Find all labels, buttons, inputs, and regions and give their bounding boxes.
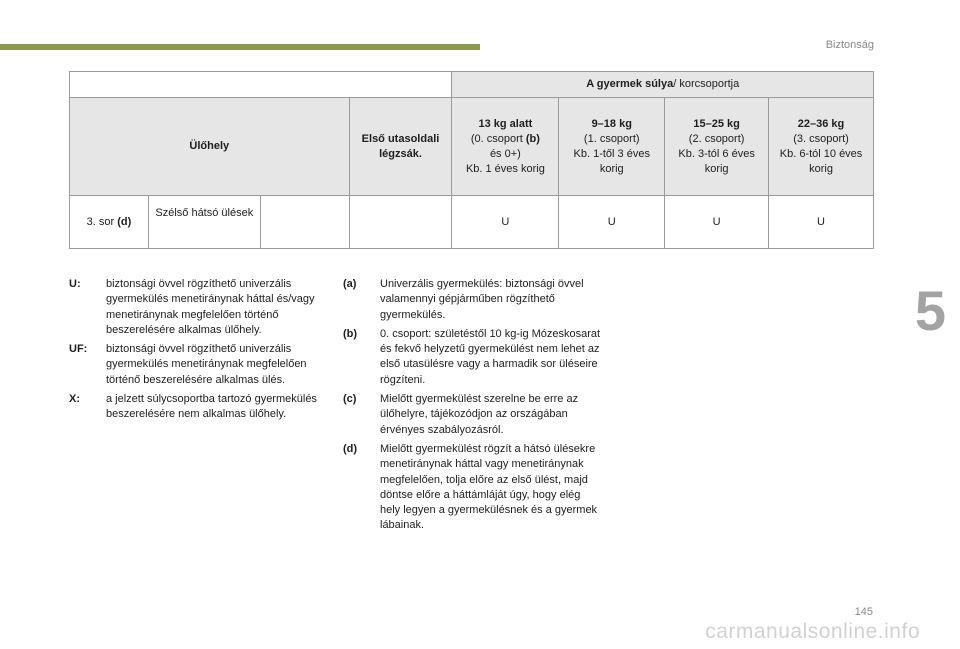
weight-group-header [452, 72, 874, 98]
legend-left [69, 277, 331, 427]
seat-column-header: Ülőhely [70, 98, 350, 196]
chapter-number: 5 [914, 279, 946, 342]
legend-item: UF: biztonsági övvel rögzíthető univerzális gyermekülés menetiránynak megfelelően történő beszerelésére alkalmas ülés. [69, 343, 307, 386]
legend-item: U: biztonsági övvel rögzíthető univerzális gyermekülés menetiránynak háttal és/vagy menetiránynak megfelelően történő beszerelésére alkalmas ülőhely. [69, 278, 315, 336]
airbag-cell [349, 196, 452, 249]
watermark: carmanualsonline.info [705, 620, 920, 643]
page-number: 145 [854, 606, 873, 618]
section-title: Biztonság [825, 39, 874, 51]
value-cell: U [559, 196, 665, 249]
child-seat-table [69, 71, 874, 249]
weight-group-col-2: 15–25 kg (2. csoport) Kb. 3-tól 6 éves korig [665, 98, 769, 196]
table-row [70, 196, 874, 249]
value-cell: U [769, 196, 874, 249]
note-item: (a) Univerzális gyermekülés: biztonsági övvel valamennyi gépjárműben rögzíthető gyermekülés. [343, 278, 584, 321]
legend-right [343, 277, 603, 538]
row-label: 3. sor (d) [70, 196, 149, 249]
table-corner [70, 72, 452, 98]
weight-group-col-1: 9–18 kg (1. csoport) Kb. 1-től 3 éves korig [559, 98, 665, 196]
value-cell: U [452, 196, 559, 249]
seat-position: Szélső hátsó ülések [148, 196, 260, 249]
empty-cell [260, 196, 349, 249]
note-item: (d) Mielőtt gyermekülést rögzít a hátsó ülésekre menetiránynak háttal vagy menetiránynak megfelelően, tolja előre az első ülést, majd döntse előre a háttámláját úgy, hogy elég hely legyen a gyermekülésnek és a gyermek lábainak. [343, 442, 598, 532]
header-accent-bar [0, 44, 480, 50]
weight-header-rest: / korcsoportja [673, 78, 740, 90]
airbag-column-header: Első utasoldali légzsák. [349, 98, 452, 196]
weight-header-bold: A gyermek súlya [586, 78, 674, 90]
weight-group-col-3: 22–36 kg (3. csoport) Kb. 6-tól 10 éves korig [769, 98, 874, 196]
note-item: (c) Mielőtt gyermekülést szerelne be erre az ülőhelyre, tájékozódjon az országában érvényes szabályozásról. [343, 393, 579, 436]
legend-item: X: a jelzett súlycsoportba tartozó gyermekülés beszerelésére nem alkalmas ülőhely. [69, 393, 317, 421]
value-cell: U [665, 196, 769, 249]
weight-group-col-0: 13 kg alatt (0. csoport (b) és 0+) Kb. 1 éves korig [452, 98, 559, 196]
note-item: (b) 0. csoport: születéstől 10 kg-ig Mózeskosarat és fekvő helyzetű gyermekülést nem lehet az első utasülésre vagy a harmadik sor üléseire rögzíteni. [343, 327, 601, 386]
